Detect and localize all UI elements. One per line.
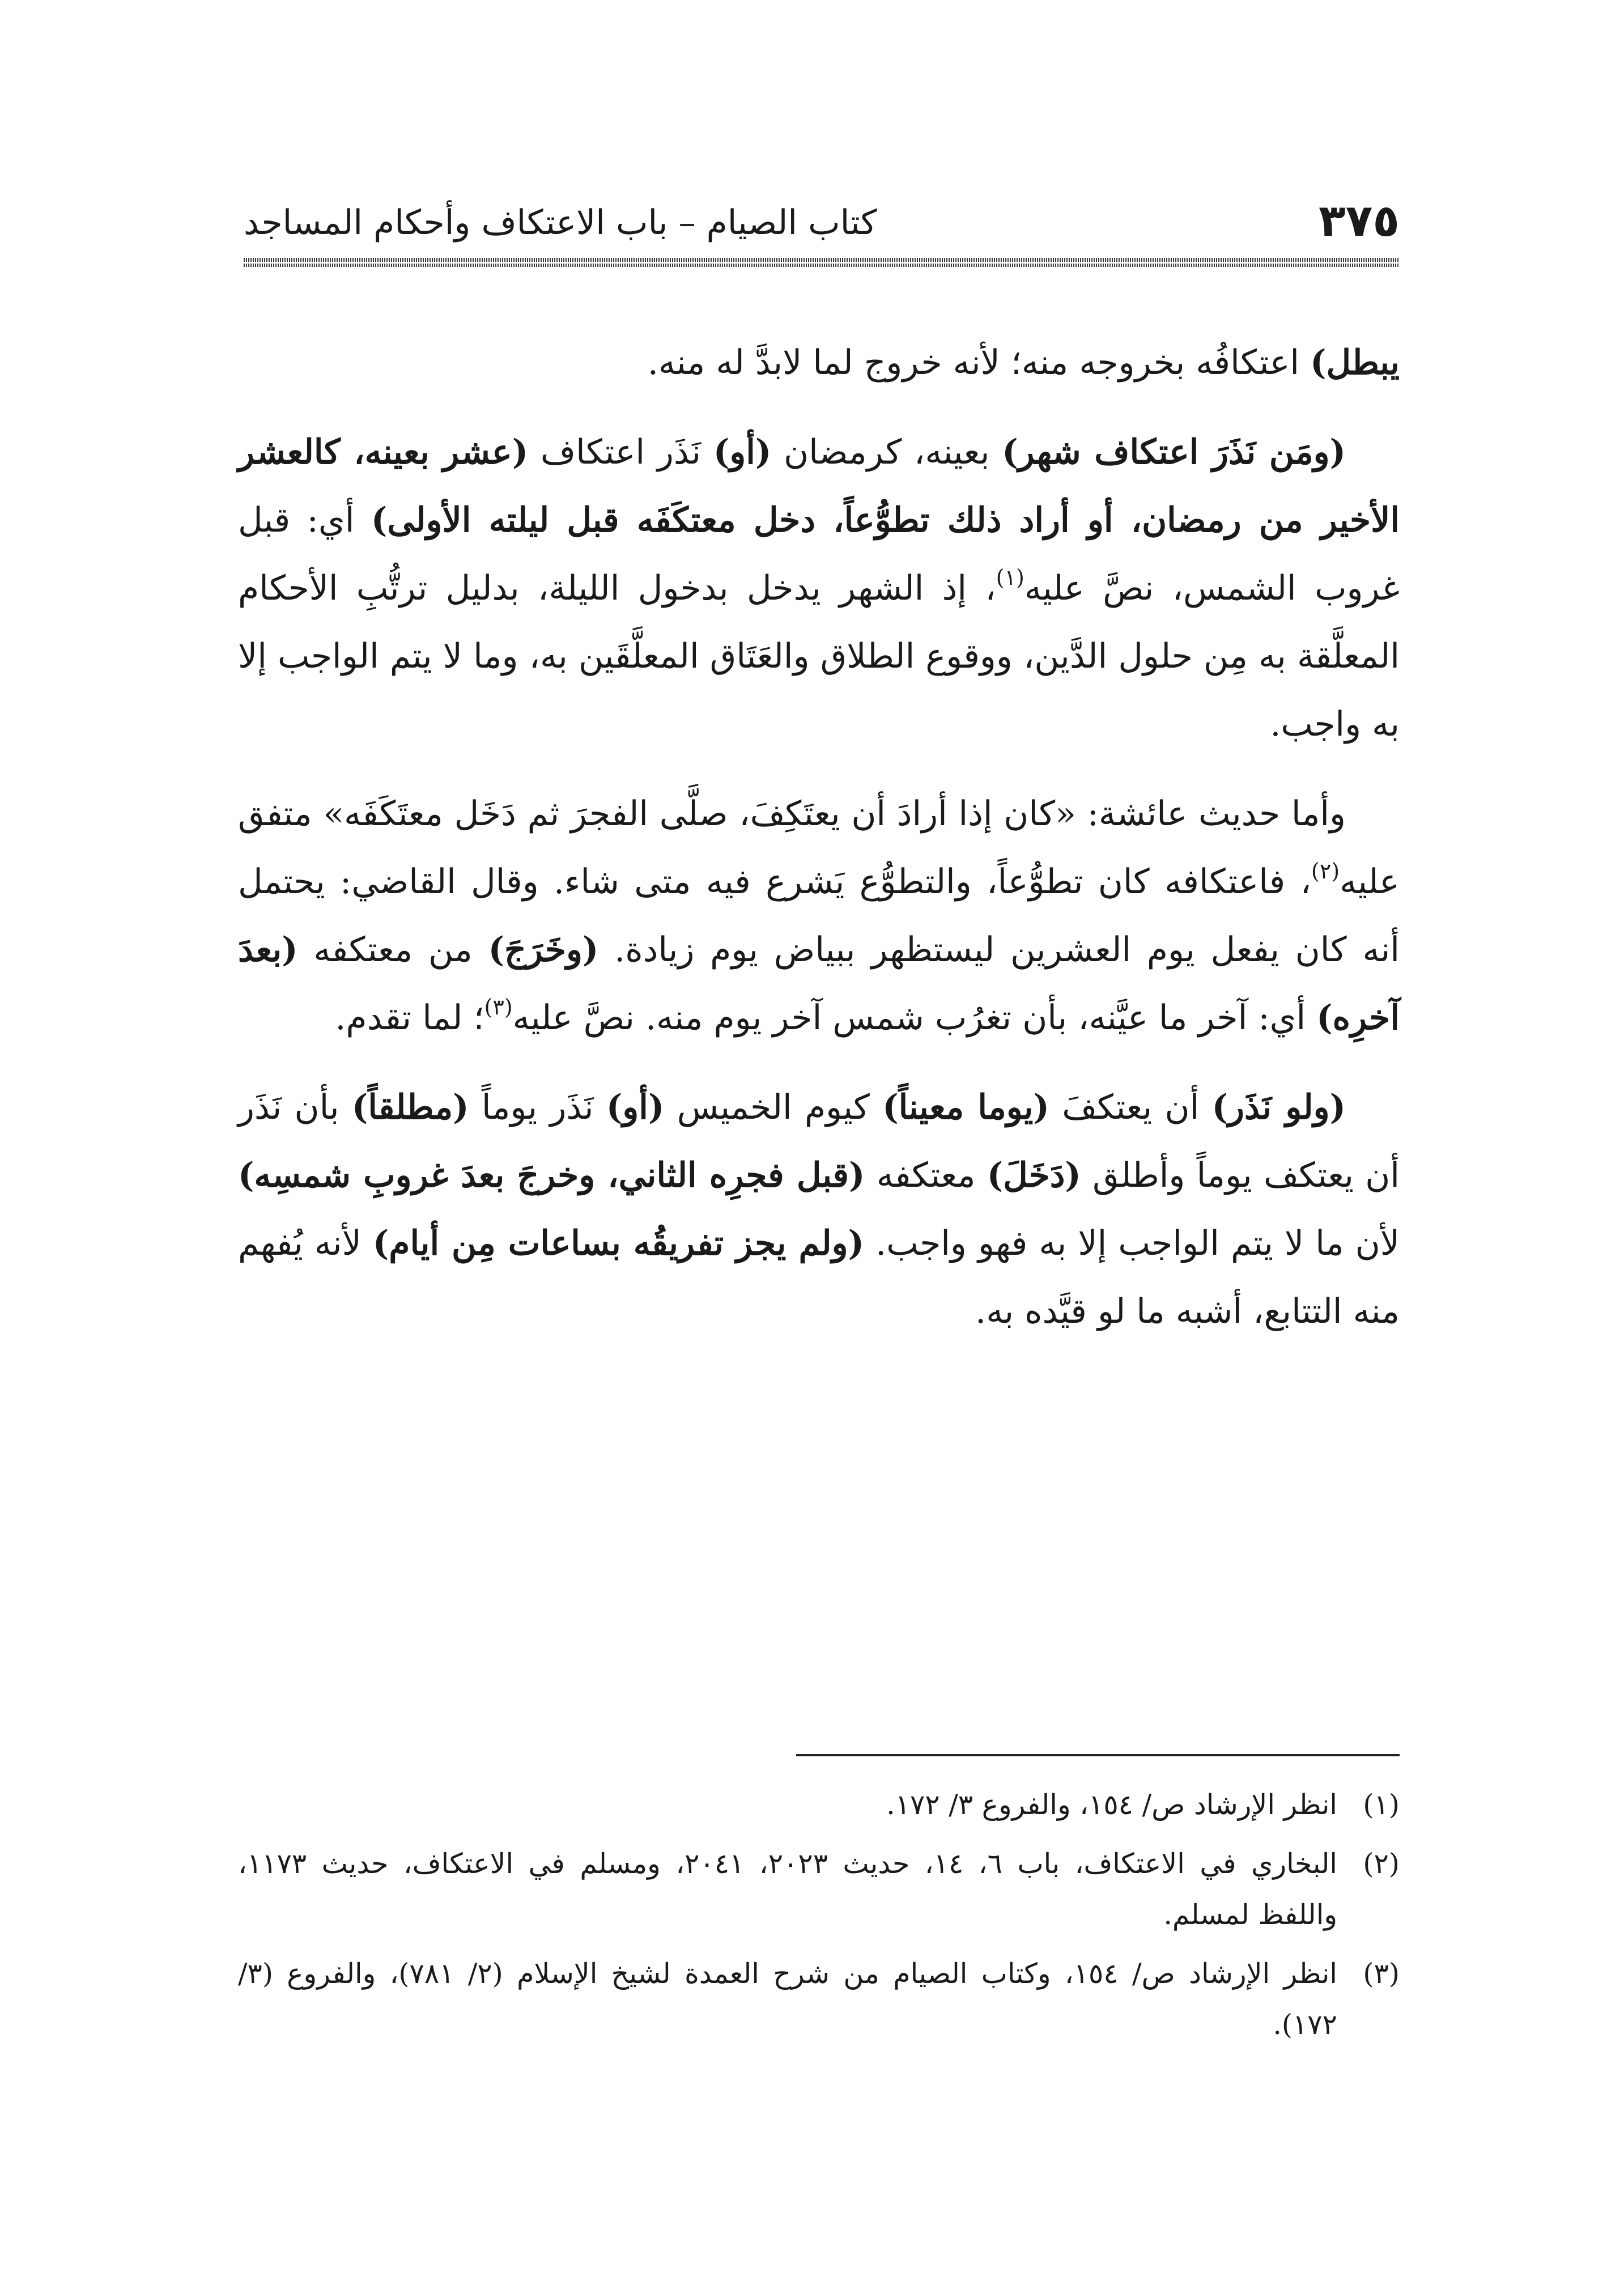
footnote-1 xyxy=(238,1780,1400,1831)
matn-text: (يوما معيناً) xyxy=(882,1088,1049,1127)
matn-text: (مطلقاً) xyxy=(351,1088,469,1127)
page-header xyxy=(244,193,1400,249)
paragraph-4 xyxy=(238,1073,1400,1345)
sharh-text: نَذَر اعتكاف xyxy=(528,432,713,472)
footnote-number: (٢) xyxy=(1363,1848,1400,1880)
matn-text: (قبل فجرِه الثاني، وخرجَ بعدَ غروبِ شمسِه) xyxy=(238,1156,865,1195)
sharh-text: أي: قبل غروب الشمس، نصَّ عليه xyxy=(238,500,1400,608)
footnote-text: انظر الإرشاد ص/ ١٥٤، والفروع ٣/ ١٧٢. xyxy=(886,1789,1337,1821)
sharh-text: بأن نَذَر أن يعتكف يوماً وأطلق xyxy=(238,1088,1400,1195)
matn-text: (وخَرَجَ) xyxy=(488,930,599,970)
main-text xyxy=(238,329,1400,1367)
sharh-text: معتكفه xyxy=(865,1156,987,1195)
footnote-3 xyxy=(238,1948,1400,2050)
sharh-text: وأما حديث عائشة: «كان إذا أرادَ أن يعتَكِفَ، صلَّى الفجرَ ثم دَخَل معتَكَفَه» متفق عليه xyxy=(238,794,1400,902)
matn-text: (ولم يجز تفريقُه بساعات مِن أيام) xyxy=(372,1224,865,1263)
sharh-text: ، فاعتكافه كان تطوُّعاً، والتطوُّع يَشرع فيه متى شاء. وقال القاضي: يحتمل أنه كان يفعل يوم العشرين ليستظهر ببياض يوم زيادة. xyxy=(238,862,1400,970)
matn-text: (بعدَ آخرِه) xyxy=(238,930,1400,1038)
paragraph-1 xyxy=(238,329,1400,397)
footnote-number: (١) xyxy=(1363,1789,1400,1821)
sharh-text: بعينه، كرمضان xyxy=(771,432,1002,472)
sharh-text: اعتكافُه بخروجه منه؛ لأنه خروج لما لابدَّ له منه. xyxy=(647,343,1311,383)
sharh-text: ؛ لما تقدم. xyxy=(335,998,484,1038)
matn-text: (أو) xyxy=(606,1088,665,1127)
sharh-text: نَذَر يوماً xyxy=(469,1088,606,1127)
sharh-text: لأن ما لا يتم الواجب إلا به فهو واجب. xyxy=(864,1224,1400,1263)
sharh-text: لأنه يُفهم منه التتابع، أشبه ما لو قيَّده به. xyxy=(238,1224,1400,1331)
matn-text: (ومَن نَذَرَ اعتكاف شهر) xyxy=(1002,432,1346,472)
paragraph-2 xyxy=(238,418,1400,758)
footnote-ref[interactable]: (٣) xyxy=(484,995,513,1020)
matn-text: (عشر بعينه، كالعشر الأخير من رمضان، أو أراد ذلك تطوُّعاً، دخل معتكَفَه قبل ليلته الأولى) xyxy=(238,432,1400,540)
sharh-text: كيوم الخميس xyxy=(664,1088,883,1127)
sharh-text: أن يعتكفَ xyxy=(1049,1088,1212,1127)
footnote-number: (٣) xyxy=(1363,1957,1400,1990)
footnote-text: البخاري في الاعتكاف، باب ٦، ١٤، حديث ٢٠٢٣، ٢٠٤١، ومسلم في الاعتكاف، حديث ١١٧٣، واللفظ لمسلم. xyxy=(238,1848,1338,1931)
footnote-ref[interactable]: (٢) xyxy=(1311,859,1340,884)
footnote-2 xyxy=(238,1838,1400,1940)
sharh-text: أي: آخر ما عيَّنه، بأن تغرُب شمس آخر يوم منه. نصَّ عليه xyxy=(512,998,1317,1038)
page-number: ٣٧٥ xyxy=(1319,196,1400,247)
footnotes xyxy=(238,1780,1400,2058)
matn-text: (ولو نَذَر) xyxy=(1211,1088,1346,1127)
header-rule xyxy=(244,258,1400,267)
matn-text: يبطل) xyxy=(1310,343,1400,383)
running-title: كتاب الصيام – باب الاعتكاف وأحكام المساجد xyxy=(244,203,877,243)
matn-text: (أو) xyxy=(713,432,772,472)
sharh-text: من معتكفه xyxy=(297,930,488,970)
footnote-text: انظر الإرشاد ص/ ١٥٤، وكتاب الصيام من شرح العمدة لشيخ الإسلام (٢/ ٧٨١)، والفروع (٣/ ١٧٢). xyxy=(238,1957,1337,2041)
footnote-ref[interactable]: (١) xyxy=(996,565,1024,590)
footnote-separator xyxy=(796,1754,1400,1756)
matn-text: (دَخَلَ) xyxy=(987,1156,1081,1195)
paragraph-3 xyxy=(238,780,1400,1052)
sharh-text: ، إذ الشهر يدخل بدخول الليلة، بدليل ترتُّبِ الأحكام المعلَّقة به مِن حلول الدَّين، ووقوع الطلاق والعَتَاق المعلَّقَين به، وما لا يتم الواجب إلا به واجب. xyxy=(238,568,1400,744)
